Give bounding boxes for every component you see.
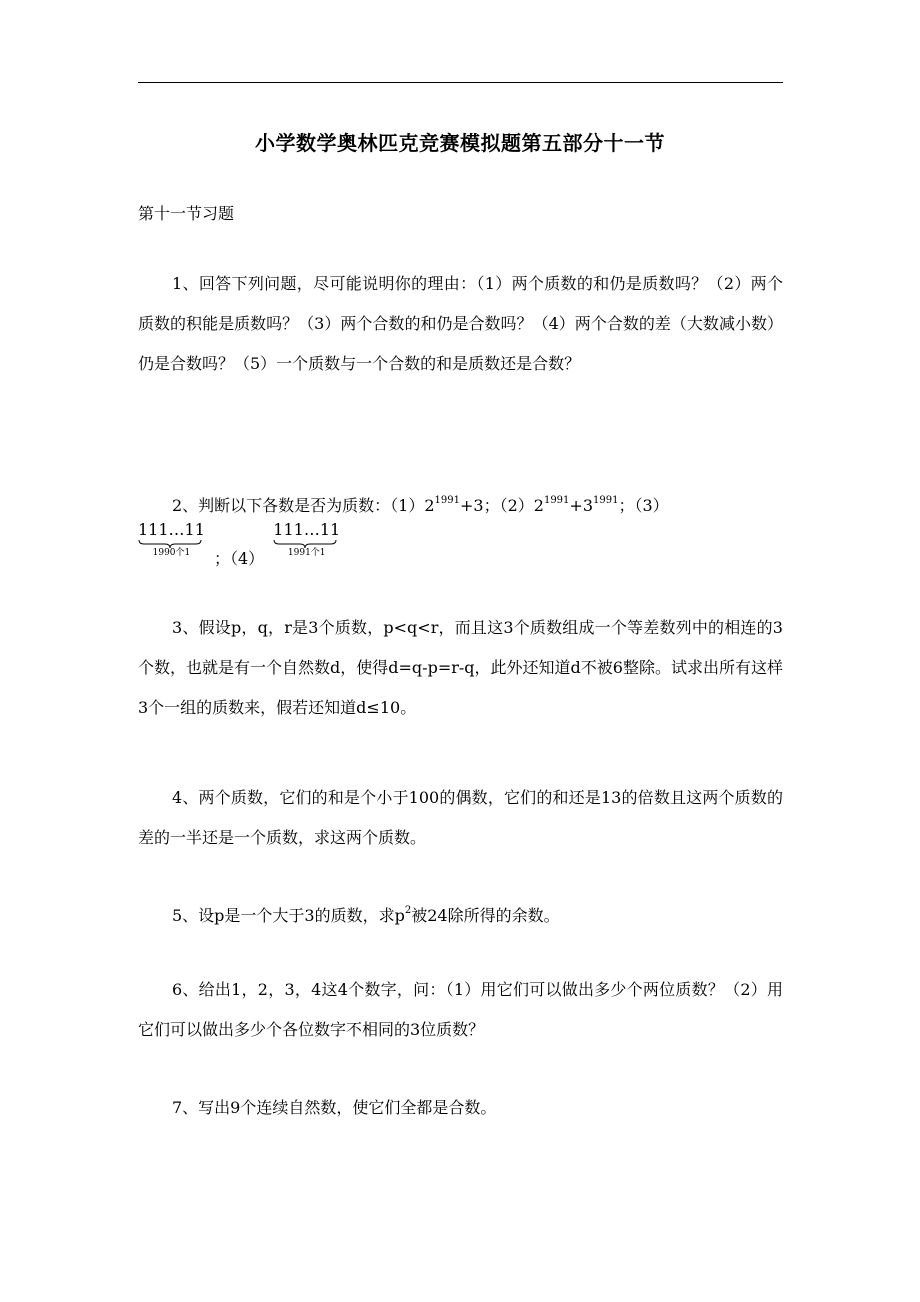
problem-2-separator: ；（4） <box>214 549 265 568</box>
problem-2-mid-2: +3 <box>569 496 593 515</box>
problem-2 <box>138 488 783 524</box>
problem-1-text: 1、回答下列问题，尽可能说明你的理由：（1）两个质数的和仍是质数吗？（2）两个质数的积能是质数吗？（3）两个合数的和仍是合数吗？（4）两个合数的差（大数减小数）仍是合数吗？（5）一个质数与一个合数的和是质数还是合数？ <box>138 274 783 373</box>
repunit-1991-count: 1991个1 <box>287 548 326 558</box>
repunit-1990 <box>138 520 205 558</box>
problem-2-lead: 2、判断以下各数是否为质数：（1）2 <box>172 496 435 515</box>
repunit-1990-digits: 111…11 <box>138 520 205 539</box>
problem-7-text: 7、写出9个连续自然数，使它们全都是合数。 <box>172 1098 497 1117</box>
problem-2-mid-1: +3；（2）2 <box>460 496 544 515</box>
repunit-1990-count: 1990个1 <box>152 548 191 558</box>
problem-6 <box>138 970 783 1050</box>
section-heading: 第十一节习题 <box>138 204 235 223</box>
problem-5-tail: 被24除所得的余数。 <box>411 906 560 925</box>
problem-4 <box>138 778 783 858</box>
problem-3-text: 3、假设p，q，r是3个质数，p<q<r，而且这3个质数组成一个等差数列中的相连的3个数，也就是有一个自然数d，使得d=q-p=r-q，此外还知道d不被6整除。试求出所有这样3个一组的质数来，假若还知道d≤10。 <box>138 618 783 717</box>
document-title: 小学数学奥林匹克竞赛模拟题第五部分十一节 <box>255 131 665 155</box>
problem-2-exponent-1: 1991 <box>434 495 460 506</box>
problem-7 <box>138 1088 783 1128</box>
header-rule <box>138 82 783 83</box>
repunit-1991 <box>273 520 340 558</box>
problem-2-repunits <box>138 520 340 568</box>
problem-2-exponent-3: 1991 <box>593 495 619 506</box>
underbrace-icon <box>273 540 337 548</box>
problem-5 <box>138 896 783 936</box>
repunit-1991-digits: 111…11 <box>273 520 341 539</box>
problem-5-exponent: 2 <box>404 905 412 916</box>
problem-2-exponent-2: 1991 <box>543 495 570 506</box>
problem-5-lead: 5、设p是一个大于3的质数，求p <box>172 906 405 925</box>
problem-1 <box>138 264 783 384</box>
problem-2-mid-3: ；（3） <box>618 496 669 515</box>
problem-4-text: 4、两个质数，它们的和是个小于100的偶数，它们的和还是13的倍数且这两个质数的差的一半还是一个质数，求这两个质数。 <box>138 788 783 847</box>
problem-6-text: 6、给出1，2，3，4这4个数字，问：（1）用它们可以做出多少个两位质数？（2）用它们可以做出多少个各位数字不相同的3位质数？ <box>138 980 783 1039</box>
problem-3 <box>138 608 783 728</box>
underbrace-icon <box>138 540 202 548</box>
